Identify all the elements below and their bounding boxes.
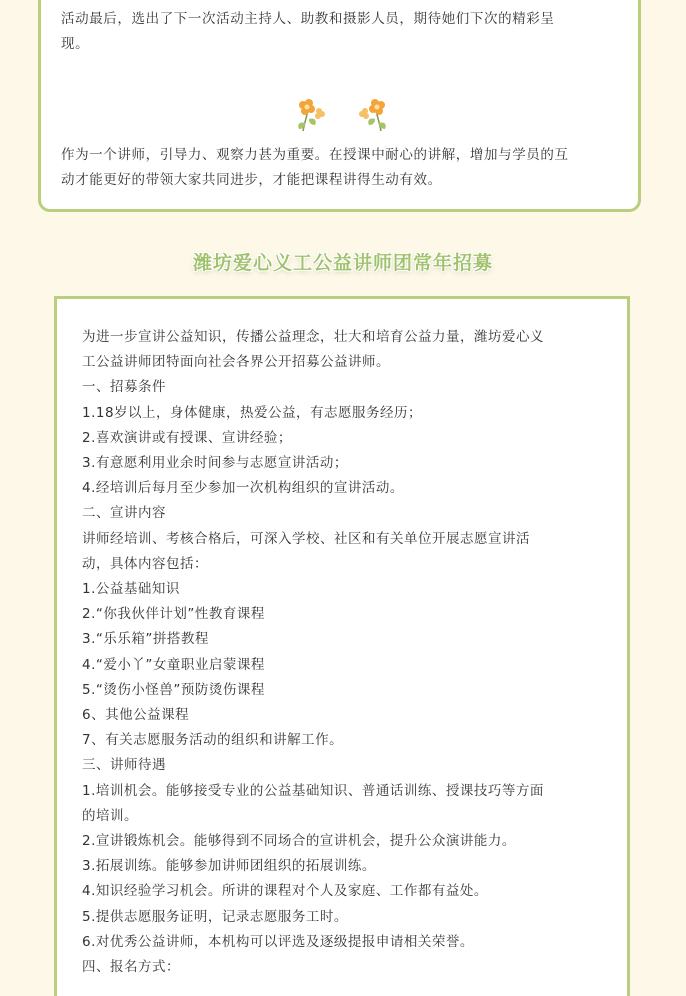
lecturer-paragraph: 作为一个讲师，引导力、观察力甚为重要。在授课中耐心的讲解，增加与学员的互 动才能更好的带领大家共同进步，才能把课程讲得生动有效。 (61, 147, 569, 188)
story-card (38, 0, 641, 212)
closing-paragraph: 活动最后，选出了下一次活动主持人、助教和摄影人员，期待她们下次的精彩呈 现。 (61, 11, 555, 52)
list-item: 4.“爱小丫”女童职业启蒙课程 (82, 656, 265, 673)
list-item: 5.“烫伤小怪兽”预防烫伤课程 (82, 681, 265, 698)
list-item: 4.经培训后每月至少参加一次机构组织的宣讲活动。 (82, 480, 404, 497)
text-line: 动，具体内容包括： (82, 555, 208, 572)
list-item: 3.“乐乐箱”拼搭教程 (82, 631, 209, 648)
recruitment-text (82, 325, 607, 980)
flower-right-icon (355, 97, 391, 133)
section-heading: 四、报名方式： (82, 959, 180, 976)
section-heading: 一、招募条件 (82, 379, 166, 396)
list-item: 2.喜欢演讲或有授课、宣讲经验； (82, 429, 292, 446)
list-item: 4.知识经验学习机会。所讲的课程对个人及家庭、工作都有益处。 (82, 883, 488, 900)
text-line: 为进一步宣讲公益知识，传播公益理念，壮大和培育公益力量，潍坊爱心义 (82, 329, 544, 345)
section-heading: 三、讲师待遇 (82, 757, 166, 774)
list-item: 6.对优秀公益讲师，本机构可以评选及逐级提报申请相关荣誉。 (82, 933, 474, 950)
list-item: 的培训。 (82, 807, 138, 824)
text-line: 工公益讲师团特面向社会各界公开招募公益讲师。 (82, 354, 390, 371)
list-item: 6、其他公益课程 (82, 707, 190, 724)
flower-divider (293, 97, 403, 135)
text-line: 讲师经培训、考核合格后，可深入学校、社区和有关单位开展志愿宣讲活 (82, 530, 530, 547)
list-item: 1.培训机会。能够接受专业的公益基础知识、普通话训练、授课技巧等方面 (82, 782, 544, 799)
list-item: 1.公益基础知识 (82, 581, 180, 598)
section-heading: 二、宣讲内容 (82, 505, 166, 522)
list-item: 2.宣讲锻炼机会。能够得到不同场合的宣讲机会，提升公众演讲能力。 (82, 833, 516, 850)
flower-left-icon (293, 97, 329, 133)
list-item: 3.有意愿利用业余时间参与志愿宣讲活动； (82, 455, 348, 472)
list-item: 5.提供志愿服务证明，记录志愿服务工时。 (82, 908, 348, 925)
list-item: 7、有关志愿服务活动的组织和讲解工作。 (82, 732, 344, 749)
list-item: 2.“你我伙伴计划”性教育课程 (82, 606, 265, 623)
list-item: 1.18岁以上，身体健康，热爱公益，有志愿服务经历； (82, 404, 423, 421)
list-item: 3.拓展训练。能够参加讲师团组织的拓展训练。 (82, 858, 376, 875)
recruitment-card (54, 296, 630, 996)
recruitment-title: 潍坊爱心义工公益讲师团常年招募 (192, 252, 493, 274)
